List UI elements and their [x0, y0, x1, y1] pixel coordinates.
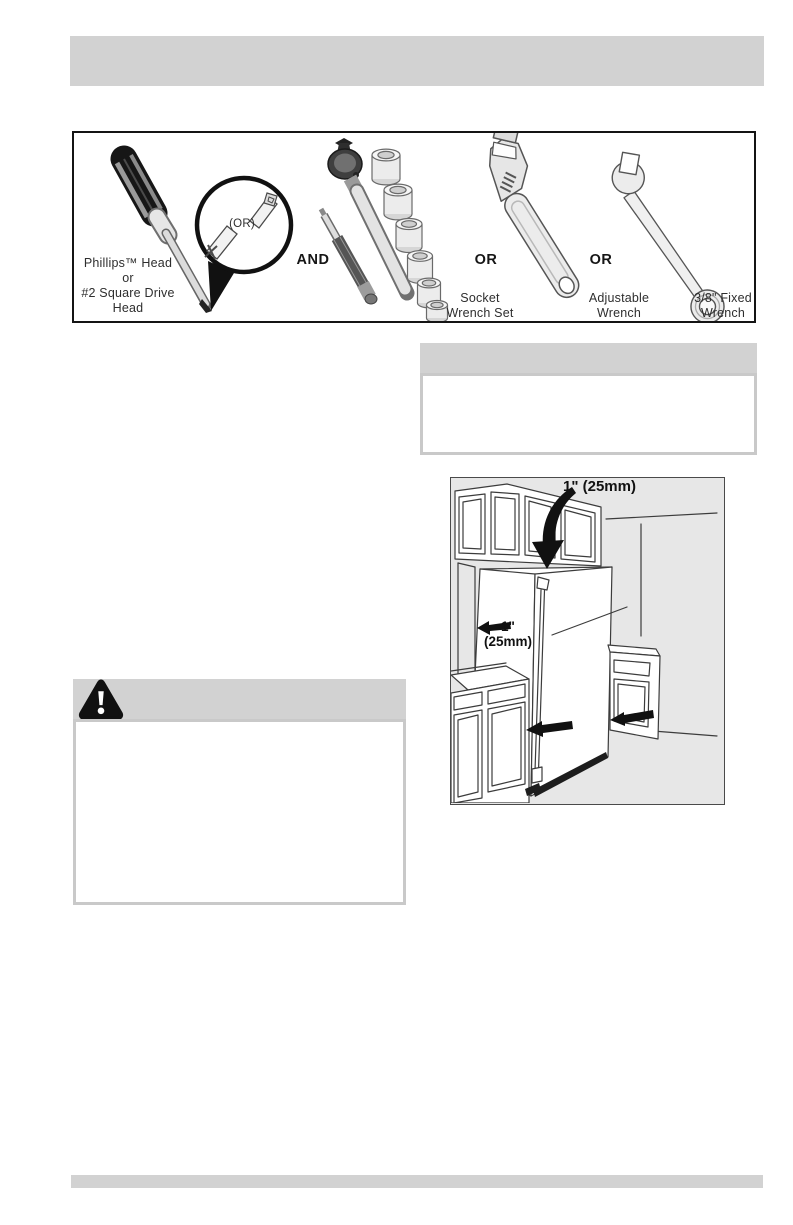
screwdriver-label-line2: or	[122, 271, 134, 285]
side-clearance-label-line1: 1"	[501, 619, 515, 634]
warning-box-body	[73, 719, 406, 905]
or-label-2: OR	[589, 252, 613, 268]
screwdriver-label-line4: Head	[112, 301, 144, 315]
fixed-wrench-label	[680, 291, 766, 321]
socket-set-label-line1: Socket	[460, 291, 500, 305]
bit-magnifier-icon	[197, 178, 291, 311]
socket-set-label-line2: Wrench Set	[446, 306, 514, 320]
section-footer-bar	[71, 1175, 763, 1188]
bit-or-label: (OR)	[229, 218, 255, 230]
side-clearance-label-line2: (25mm)	[483, 634, 532, 649]
warning-box	[73, 679, 406, 905]
warning-triangle-icon	[78, 679, 124, 720]
adjustable-wrench-icon	[464, 133, 610, 302]
note-box	[420, 343, 757, 455]
warning-box-header	[73, 679, 406, 719]
note-box-header	[420, 343, 757, 373]
section-header-bar	[70, 36, 764, 86]
screwdriver-label-line1: Phillips™ Head	[83, 256, 173, 270]
adjustable-wrench-label	[574, 291, 664, 321]
and-label: AND	[296, 252, 330, 268]
fixed-wrench-label-line1: 3/8" Fixed	[694, 291, 752, 305]
or-label-1: OR	[474, 252, 498, 268]
fixed-wrench-label-line2: Wrench	[700, 306, 746, 320]
required-tools-figure	[72, 131, 756, 323]
clearance-figure	[450, 477, 725, 805]
adjustable-wrench-label-line1: Adjustable	[588, 291, 650, 305]
socket-set-label	[440, 291, 520, 321]
adjustable-wrench-label-line2: Wrench	[596, 306, 642, 320]
top-clearance-label: 1" (25mm)	[563, 478, 636, 495]
screwdriver-label	[78, 256, 178, 316]
note-box-body	[420, 373, 757, 455]
screwdriver-label-line3: #2 Square Drive	[81, 286, 175, 300]
